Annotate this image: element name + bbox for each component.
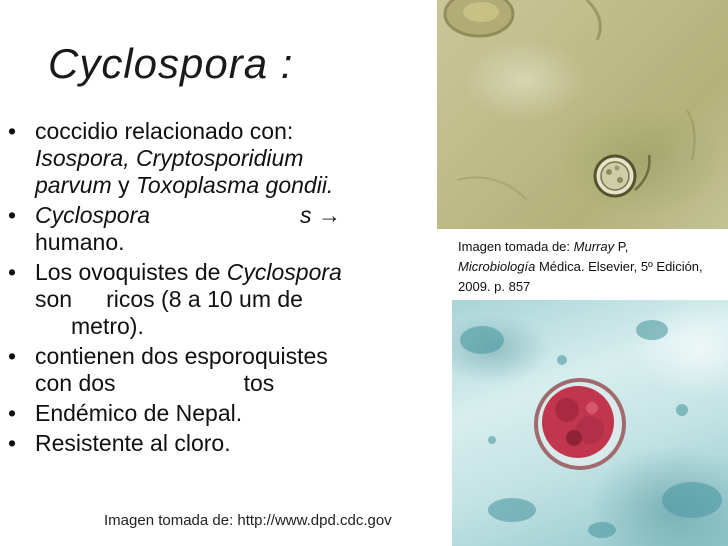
credit-text: Microbiología (458, 259, 536, 274)
bullet-item (8, 400, 448, 427)
image-credit-right (458, 237, 726, 297)
credit-text: Médica. Elsevier, 5º Edición, 2009. p. 857 (458, 259, 703, 294)
micrograph-top-drawing (437, 0, 728, 229)
bullet-text: Resistente al cloro. (35, 430, 231, 456)
bullet-text: son (35, 286, 73, 312)
bullet-text: Los ovoquistes de (35, 259, 227, 285)
bullet-text: s (300, 202, 318, 228)
slide-title: Cyclospora : (48, 40, 294, 87)
credit-text: Imagen tomada de: (458, 239, 574, 254)
bullet-text: metro). (71, 313, 144, 339)
bullet-text: Toxoplasma gondii. (135, 172, 334, 198)
bullet-text: parvum (35, 172, 112, 198)
bullet-text: con dos (35, 370, 116, 396)
bullet-item (8, 259, 448, 340)
credit-text: P, (614, 239, 629, 254)
bullet-item (8, 118, 448, 199)
bullet-text: humano. (35, 229, 125, 255)
bullet-text: Endémico de Nepal. (35, 400, 243, 426)
bullet-list (8, 118, 448, 460)
bullet-item (8, 343, 448, 397)
bullet-text: Isospora, Cryptosporidium (35, 145, 304, 171)
image-credit-bottom: Imagen tomada de: http://www.dpd.cdc.gov (104, 512, 392, 529)
bullet-item (8, 430, 448, 457)
bullet-text: ricos (8 a 10 um de (106, 286, 303, 312)
micrograph-bottom-image (452, 300, 728, 546)
bullet-text: coccidio relacionado con: (35, 118, 294, 144)
micrograph-bottom-drawing (452, 300, 728, 546)
arrow-icon: → (317, 202, 341, 228)
bullet-text: tos (243, 370, 275, 396)
micrograph-top-image (437, 0, 728, 229)
bullet-text: y (111, 172, 136, 198)
bullet-text: Cyclospora (35, 202, 151, 228)
bullet-item (8, 202, 448, 256)
bullet-text: Cyclospora (226, 259, 342, 285)
bullet-text: contienen dos esporoquistes (35, 343, 328, 369)
credit-text: Murray (573, 239, 615, 254)
